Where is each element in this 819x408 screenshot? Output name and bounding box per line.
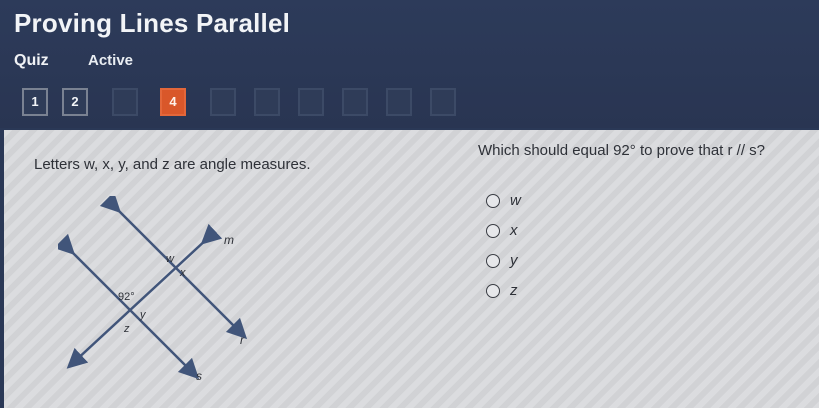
radio-button[interactable] [486, 284, 500, 298]
question-button-10[interactable] [430, 88, 456, 116]
choice-label: w [510, 192, 521, 209]
angle-y: y [140, 309, 146, 321]
choice-label: y [510, 252, 518, 269]
prompt-start: Which should equal [478, 142, 609, 159]
question-button-3[interactable] [112, 88, 138, 116]
parallel-lines-diagram [58, 196, 258, 386]
choice-y[interactable] [486, 252, 606, 272]
choice-label: z [510, 282, 518, 299]
choice-w[interactable] [486, 192, 606, 212]
question-button-8[interactable] [342, 88, 368, 116]
choice-x[interactable] [486, 222, 606, 242]
question-prompt [478, 142, 765, 159]
choice-z[interactable] [486, 282, 606, 302]
header [0, 0, 819, 128]
angle-x: x [180, 267, 186, 279]
question-button-9[interactable] [386, 88, 412, 116]
choice-label: x [510, 222, 518, 239]
page-title: Proving Lines Parallel [14, 8, 291, 38]
angle-z: z [124, 323, 130, 335]
question-button-2[interactable]: 2 [62, 88, 88, 116]
angle-given: 92° [118, 291, 135, 303]
line-m [74, 238, 208, 362]
label-r: r [240, 333, 244, 347]
prompt-angle: 92° [613, 142, 636, 159]
given-text: Letters w, x, y, and z are angle measures. [34, 156, 311, 173]
quiz-label: Quiz [14, 52, 49, 69]
label-m: m [224, 233, 234, 247]
question-button-4[interactable]: 4 [160, 88, 186, 116]
label-s: s [196, 369, 202, 383]
question-button-6[interactable] [254, 88, 280, 116]
radio-button[interactable] [486, 224, 500, 238]
question-button-5[interactable] [210, 88, 236, 116]
radio-button[interactable] [486, 254, 500, 268]
angle-w: w [166, 253, 174, 265]
question-button-1[interactable]: 1 [22, 88, 48, 116]
prompt-end: to prove that r // s? [639, 142, 766, 159]
status-label: Active [88, 52, 134, 69]
radio-button[interactable] [486, 194, 500, 208]
question-button-7[interactable] [298, 88, 324, 116]
